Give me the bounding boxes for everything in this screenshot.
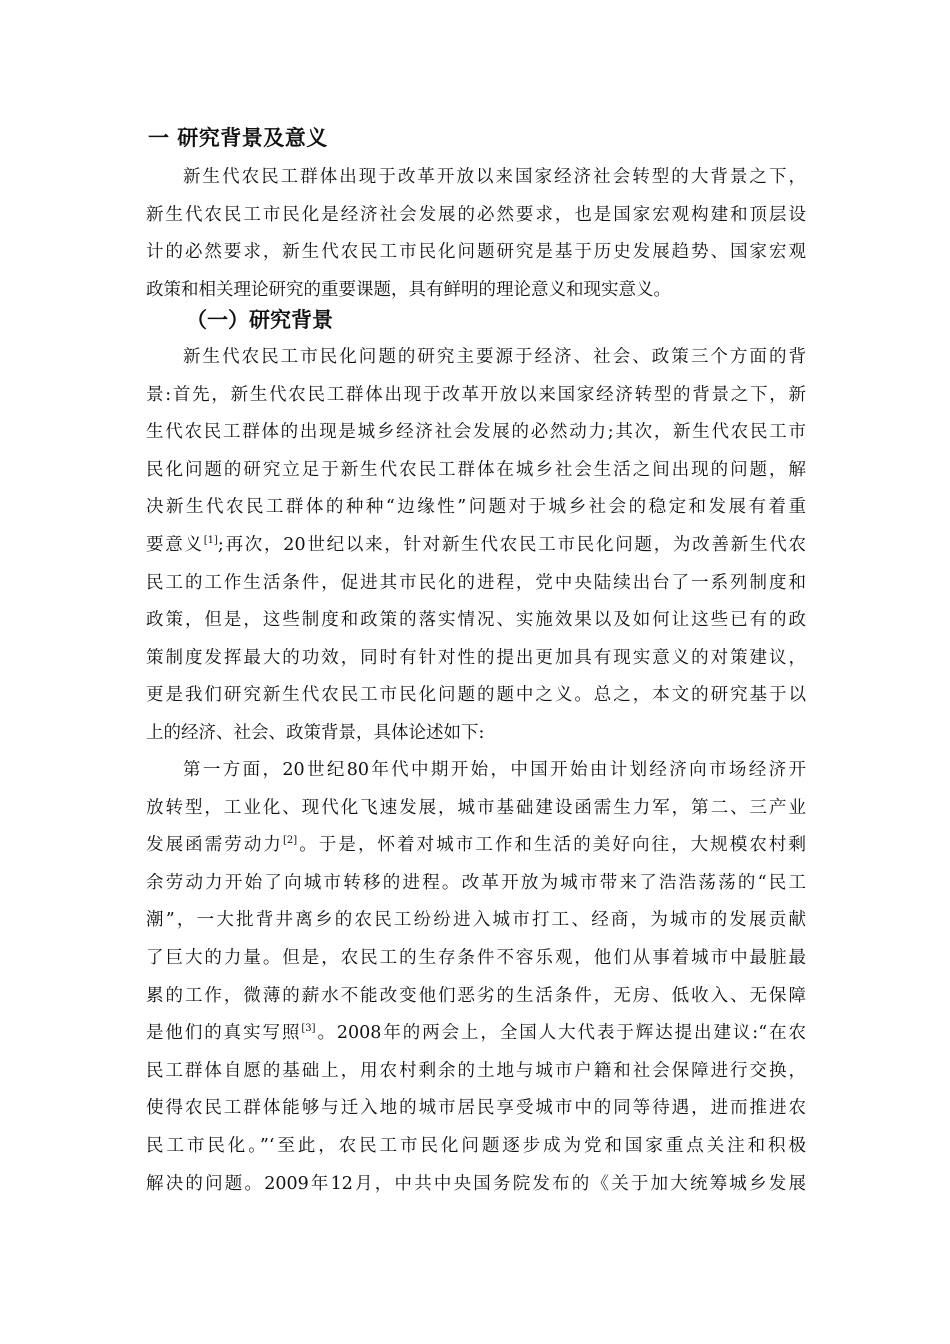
text-line: 放转型，工业化、现代化飞速发展，城市基础建设函需生力军，第二、三产业: [146, 797, 806, 818]
text-line: 第一方面，20世纪80年代中期开始，中国开始由计划经济向市场经济开: [183, 760, 806, 780]
text-line: 民工的工作生活条件，促进其市民化的进程，党中央陆续出台了一系列制度和: [146, 572, 806, 593]
subsection-heading: （一）研究背景: [186, 307, 333, 332]
paragraph-3: [146, 752, 806, 1203]
text-line: 累的工作，微薄的薪水不能改变他们恶劣的生活条件，无房、低收入、无保障: [146, 985, 806, 1006]
text-line: 解决的问题。2009年12月，中共中央国务院发布的《关于加大统筹城乡发展: [146, 1173, 806, 1194]
citation-ref: [3]: [301, 1023, 316, 1035]
text-line: 新生代农民工市民化是经济社会发展的必然要求，也是国家宏观构建和顶层设: [146, 204, 806, 225]
text-line: 计的必然要求，新生代农民工市民化问题研究是基于历史发展趋势、国家宏观: [146, 242, 806, 263]
citation-ref: [1]: [203, 534, 218, 546]
text-line: 了巨大的力量。但是，农民工的生存条件不容乐观，他们从事着城市中最脏最: [146, 947, 806, 968]
text-line: 景:首先，新生代农民工群体出现于改革开放以来国家经济转型的背景之下，新: [146, 384, 806, 405]
text-run: 要意义: [146, 534, 204, 555]
text-line: 民工群体自愿的基础上，用农村剩余的土地与城市户籍和社会保障进行交换，: [146, 1060, 806, 1081]
text-line-with-citation: [146, 827, 806, 865]
section-heading: 一 研究背景及意义: [148, 125, 328, 150]
text-line: 更是我们研究新生代农民工市民化问题的题中之义。总之，本文的研究基于以: [146, 685, 806, 706]
text-run: 是他们的真实写照: [146, 1023, 302, 1044]
text-line-with-citation: [146, 1015, 806, 1053]
text-line: 使得农民工群体能够与迁入地的城市居民享受城市中的同等待遇，进而推进农: [146, 1098, 806, 1119]
text-line: 新生代农民工群体出现于改革开放以来国家经济社会转型的大背景之下，: [183, 167, 806, 187]
text-line: 余劳动力开始了向城市转移的进程。改革开放为城市带来了浩浩荡荡的“民工: [146, 872, 806, 893]
text-line: 决新生代农民工群体的种种“边缘性”问题对于城乡社会的稳定和发展有着重: [146, 497, 806, 518]
text-line-with-citation: [146, 527, 806, 565]
text-line: 政策和相关理论研究的重要课题，具有鲜明的理论意义和现实意义。: [146, 279, 671, 300]
text-line: 新生代农民工市民化问题的研究主要源于经济、社会、政策三个方面的背: [183, 347, 806, 367]
text-line: 政策，但是，这些制度和政策的落实情况、实施效果以及如何让这些已有的政: [146, 610, 806, 631]
text-run: ;再次，20世纪以来，针对新生代农民工市民化问题，为改善新生代农: [217, 534, 806, 555]
text-line: 策制度发挥最大的功效，同时有针对性的提出更加具有现实意义的对策建议，: [146, 647, 806, 668]
text-line: 民化问题的研究立足于新生代农民工群体在城乡社会生活之间出现的问题，解: [146, 459, 806, 480]
citation-ref: [2]: [283, 835, 298, 847]
text-line: 潮”，一大批背井离乡的农民工纷纷进入城市打工、经商，为城市的发展贡献: [146, 910, 806, 931]
paragraph-1: [146, 159, 806, 309]
text-line: 上的经济、社会、政策背景，具体论述如下:: [146, 722, 485, 743]
text-run: 发展函需劳动力: [146, 835, 283, 856]
text-line: 生代农民工群体的出现是城乡经济社会发展的必然动力;其次，新生代农民工市: [146, 422, 806, 443]
text-run: 。2008年的两会上，全国人大代表于辉达提出建议:“在农: [315, 1023, 806, 1044]
paragraph-2: [146, 339, 806, 753]
text-run: 。于是，怀着对城市工作和生活的美好向往，大规模农村剩: [297, 835, 807, 856]
text-line: 民工市民化。”‘至此，农民工市民化问题逐步成为党和国家重点关注和积极: [146, 1135, 806, 1156]
